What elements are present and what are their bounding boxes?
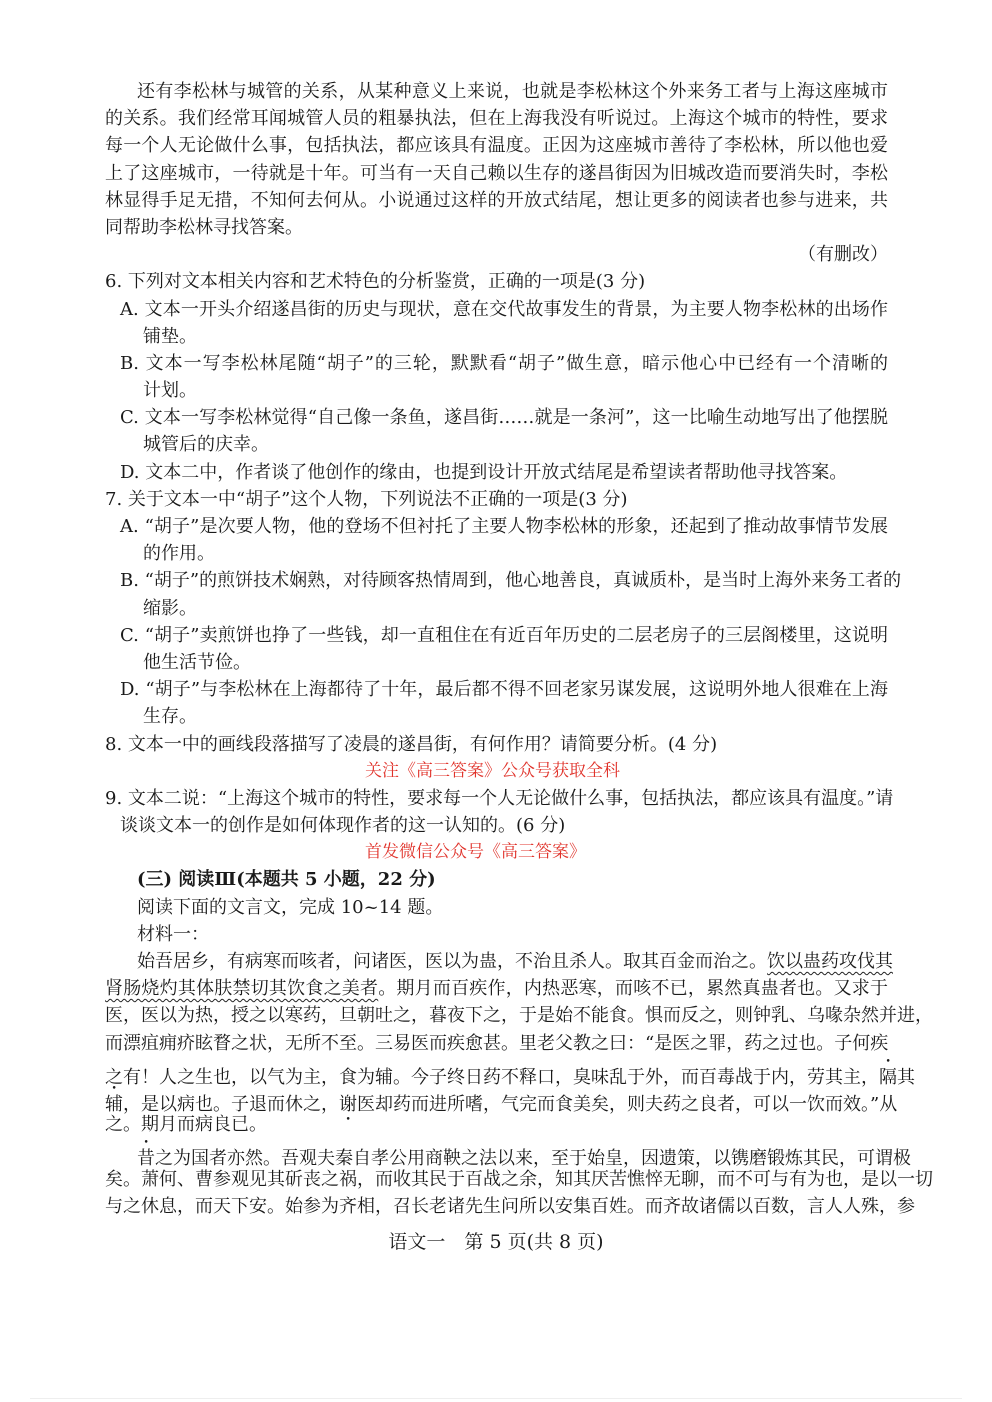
section-instruction: 阅读下面的文言文，完成 10~14 题。 <box>137 896 444 918</box>
option-a-line: A. 文本一开头介绍遂昌街的历史与现状，意在交代故事发生的背景，为主要人物李松林的出场作 <box>120 298 888 320</box>
passage-line: 每一个人无论做什么事，包括执法，都应该具有温度。正因为这座城市善待了李松林，所以他也爱 <box>105 135 888 157</box>
option-d-line: 生存。 <box>143 706 197 728</box>
classical-line: 始吾居乡，有病寒而咳者，问诸医，医以为蛊，不治且杀人。取其百金而治之。饮以蛊药攻伐其 <box>137 951 893 972</box>
option-c-line: 城管后的庆幸。 <box>143 434 269 456</box>
option-a-line: 的作用。 <box>143 543 215 565</box>
option-c-line: 他生活节俭。 <box>143 651 251 673</box>
classical-line: 之有！人之生也，以气为主，食为辅。今子终日药不释口，臭味乱于外，而百毒战于内，劳其主，隔其 <box>105 1066 915 1088</box>
emphasized-char: 隔 <box>879 1066 897 1088</box>
option-c-line: C. 文本一写李松林觉得“自己像一条鱼，遂昌街……就是一条河”，这一比喻生动地写出了他摆脱 <box>120 407 888 429</box>
option-b-line: B. 文本一写李松林尾随“胡子”的三轮，默默看“胡子”做生意，暗示他心中已经有一个清晰的 <box>120 352 888 374</box>
option-d-line: D. 文本二中，作者谈了他创作的缘由，也提到设计开放式结尾是希望读者帮助他寻找答案。 <box>120 461 848 483</box>
classical-line: 昔之为国者亦然。吾观夫秦自孝公用商鞅之法以来，至于始皇，因遗策，以镌磨锻炼其民，可谓极 <box>137 1148 911 1170</box>
material-label: 材料一： <box>137 923 209 945</box>
emphasized-char: 辅 <box>105 1093 123 1115</box>
question-stem: 7. 关于文本一中“胡子”这个人物，下列说法不正确的一项是(3 分) <box>105 488 628 510</box>
emphasized-char: 昔 <box>137 1148 155 1170</box>
question-8 <box>105 731 888 758</box>
emphasized-char: 谢 <box>339 1093 357 1115</box>
option-b-line: 计划。 <box>143 380 197 402</box>
question-9 <box>105 785 894 839</box>
question-6 <box>105 268 888 486</box>
blank-gap <box>105 839 888 866</box>
option-b-line: 缩影。 <box>143 597 197 619</box>
page-footer: 语文一 第 5 页(共 8 页) <box>388 1231 604 1253</box>
passage-line: 同帮助李松林寻找答案。 <box>105 216 303 238</box>
option-c-line: C. “胡子”卖煎饼也挣了一些钱，却一直租住在有近百年历史的二层老房子的三层阁楼里，这说明 <box>120 624 888 646</box>
watermark-top: 关注《高三答案》公众号获取全科 <box>365 760 620 781</box>
classical-line: 辅，是以病也。子退而休之，谢医却药而进所嗜，气完而食美矣，则夫药之良者，可以一饮而效。”从 <box>105 1093 898 1115</box>
divider <box>30 1398 962 1399</box>
exam-page-body <box>105 78 933 1220</box>
question-stem: 9. 文本二说：“上海这个城市的特性，要求每一个人无论做什么事，包括执法，都应该具有温度。”请 <box>105 787 894 809</box>
classical-line: 与之休息，而天下安。始参为齐相，召长老诸先生问所以安集百姓。而齐故诸儒以百数，言人人殊，参 <box>105 1195 915 1217</box>
source-note: （有删改） <box>798 244 888 266</box>
watermark-middle: 首发微信公众号《高三答案》 <box>365 842 586 863</box>
classical-line: 之。期月而病良已。 <box>105 1114 267 1136</box>
passage-ending <box>105 78 888 268</box>
classical-line: 矣。萧何、曹参观见其斫丧之祸，而收其民于百战之余，知其厌苦憔悴无聊，而不可与有为也，是以一切 <box>105 1168 933 1190</box>
passage-line: 上了这座城市，一待就是十年。可当有一天自己赖以生存的遂昌街因为旧城改造而要消失时，李松 <box>105 162 888 184</box>
section-3 <box>105 866 888 948</box>
passage-line: 的关系。我们经常耳闻城管人员的粗暴执法，但在上海我没有听说过。上海这个城市的特性，要求 <box>105 108 888 130</box>
classical-line: 肾肠烧灼其体肤禁切其饮食之美者。期月而百疾作，内热恶寒，而咳不已，累然真蛊者也。又求于 <box>105 978 889 1000</box>
underlined-sentence: 肾肠烧灼其体肤禁切其饮食之美者 <box>105 978 379 1000</box>
question-stem: 谈谈文本一的创作是如何体现作者的这一认知的。(6 分) <box>120 815 566 837</box>
classical-text <box>105 948 933 1220</box>
underlined-sentence: 饮以蛊药攻伐其 <box>767 951 893 972</box>
question-7 <box>105 486 902 731</box>
option-d-line: D. “胡子”与李松林在上海都待了十年，最后都不得不回老家另谋发展，这说明外地人很难在上海 <box>120 679 888 701</box>
option-a-line: A. “胡子”是次要人物，他的登场不但衬托了主要人物李松林的形象，还起到了推动故事情节发展 <box>120 516 888 537</box>
section-title: (三) 阅读Ⅲ(本题共 5 小题，22 分) <box>137 869 436 891</box>
question-stem: 6. 下列对文本相关内容和艺术特色的分析鉴赏，正确的一项是(3 分) <box>105 271 646 293</box>
classical-line: 医，医以为热，授之以寒药，旦朝吐之，暮夜下之，于是始不能食。惧而反之，则钟乳、乌喙杂然并进， <box>105 1005 933 1027</box>
passage-line: 还有李松林与城管的关系，从某种意义上来说，也就是李松林这个外来务工者与上海这座城市 <box>137 81 888 102</box>
passage-line: 林显得手足无措，不知何去何从。小说通过这样的开放式结尾，想让更多的阅读者也参与进来，共 <box>105 189 888 211</box>
option-a-line: 铺垫。 <box>143 325 197 347</box>
blank-gap <box>105 758 888 785</box>
question-stem: 8. 文本一中的画线段落描写了凌晨的遂昌街，有何作用？请简要分析。(4 分) <box>105 733 718 755</box>
option-b-line: B. “胡子”的煎饼技术娴熟，对待顾客热情周到，他心地善良，真诚质朴，是当时上海外来务工者的 <box>120 570 902 592</box>
classical-line: 而漂疽痈疥眩瞀之状，无所不至。三易医而疾愈甚。里老父教之曰：“是医之罪，药之过也。子何疾 <box>105 1032 889 1054</box>
